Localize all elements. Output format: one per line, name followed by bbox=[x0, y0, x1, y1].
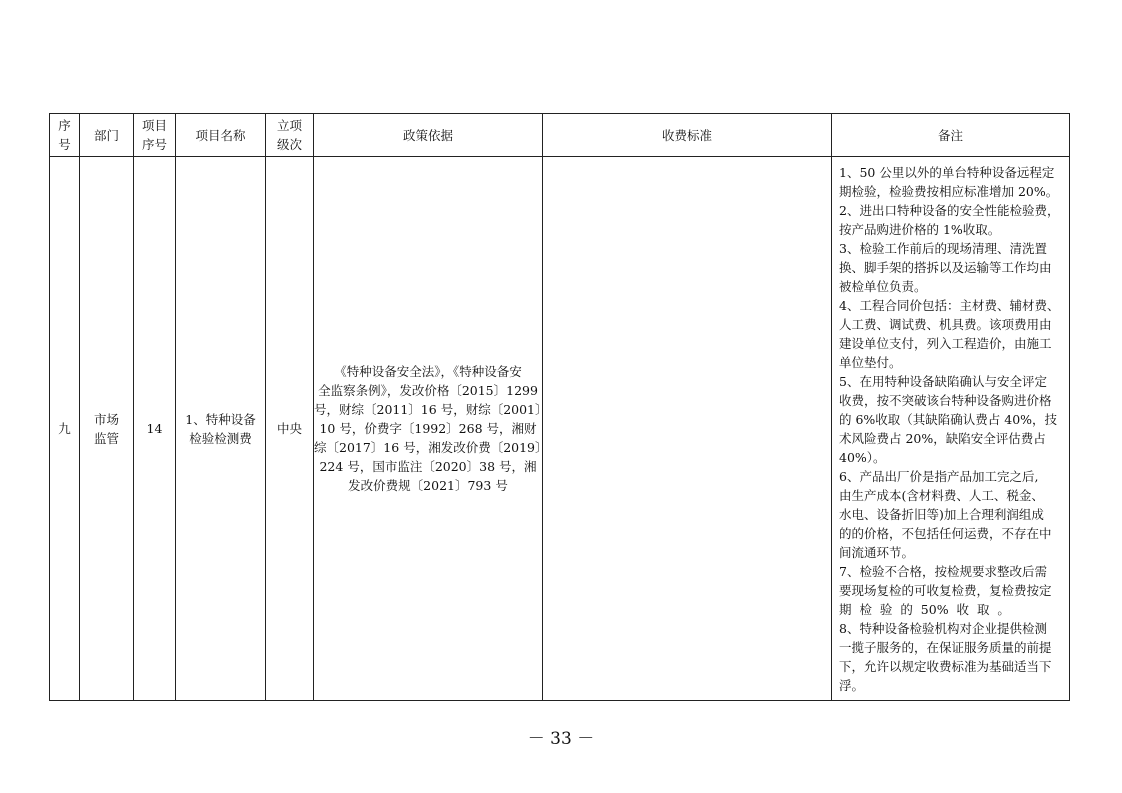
cell-seq: 九 bbox=[50, 157, 80, 701]
cell-item-name-line-2: 检验检测费 bbox=[189, 430, 252, 446]
table-row bbox=[50, 157, 1070, 701]
remark-line: 单位垫付。 bbox=[839, 355, 902, 370]
cell-level: 中央 bbox=[266, 157, 314, 701]
remark-line: 要现场复检的可收复检费，复检费按定 bbox=[839, 583, 1052, 598]
cell-item-name-line-1: 1、特种设备 bbox=[185, 411, 256, 427]
remark-line: 由生产成本(含材料费、人工、税金、 bbox=[839, 488, 1044, 503]
remark-line: 浮。 bbox=[839, 678, 865, 693]
header-item-seq-line-1: 项目 bbox=[141, 118, 167, 133]
policy-line: 全监察条例》，发改价格〔2015〕1299 bbox=[318, 383, 538, 398]
remark-line: 7、检验不合格，按检规要求整改后需 bbox=[839, 564, 1047, 579]
remark-line: 3、检验工作前后的现场清理、清洗置 bbox=[839, 241, 1047, 256]
remark-line: 40%）。 bbox=[839, 450, 886, 465]
remark-line: 期检验，检验费按相应标准增加 20%。 bbox=[839, 184, 1059, 199]
policy-line: 号，财综〔2011〕16 号，财综〔2001〕 bbox=[314, 402, 548, 417]
header-item-seq bbox=[134, 114, 176, 157]
remark-line: 按产品购进价格的 1%收取。 bbox=[839, 222, 1001, 237]
remark-line: 水电、设备折旧等)加上合理利润组成 bbox=[839, 507, 1044, 522]
header-level-line-2: 级次 bbox=[276, 137, 302, 152]
remark-line: 期 检 验 的 50% 收 取 。 bbox=[839, 602, 1010, 617]
header-department: 部门 bbox=[80, 114, 134, 157]
remark-line: 6、产品出厂价是指产品加工完之后, bbox=[839, 469, 1039, 484]
remark-line: 4、工程合同价包括：主材费、辅材费、 bbox=[839, 298, 1060, 313]
header-seq-line-2: 号 bbox=[58, 137, 71, 152]
remark-line: 收费，按不突破该台特种设备购进价格 bbox=[839, 393, 1052, 408]
policy-line: 224 号，国市监注〔2020〕38 号，湘 bbox=[319, 459, 537, 474]
remark-line: 被检单位负责。 bbox=[839, 279, 927, 294]
header-seq-line-1: 序 bbox=[58, 118, 71, 133]
cell-department-line-1: 市场 bbox=[93, 411, 119, 427]
cell-item-name bbox=[176, 157, 266, 701]
cell-department bbox=[80, 157, 134, 701]
remark-line: 的的价格，不包括任何运费，不存在中 bbox=[839, 526, 1052, 541]
policy-line: 综〔2017〕16 号，湘发改价费〔2019〕 bbox=[314, 440, 548, 455]
remark-line: 间流通环节。 bbox=[839, 545, 915, 560]
fee-table bbox=[49, 113, 1070, 701]
remark-line: 下，允许以规定收费标准为基础适当下 bbox=[839, 659, 1052, 674]
header-standard: 收费标准 bbox=[543, 114, 832, 157]
policy-line: 发改价费规〔2021〕793 号 bbox=[348, 478, 508, 493]
header-policy: 政策依据 bbox=[314, 114, 543, 157]
header-level bbox=[266, 114, 314, 157]
cell-standard bbox=[543, 157, 832, 701]
remark-line: 8、特种设备检验机构对企业提供检测 bbox=[839, 621, 1047, 636]
cell-remarks bbox=[832, 157, 1070, 701]
policy-line: 10 号，价费字〔1992〕268 号，湘财 bbox=[319, 421, 537, 436]
policy-line: 《特种设备安全法》，《特种设备安 bbox=[334, 364, 522, 379]
header-row bbox=[50, 114, 1070, 157]
remark-line: 5、在用特种设备缺陷确认与安全评定 bbox=[839, 374, 1047, 389]
header-level-line-1: 立项 bbox=[276, 118, 302, 133]
header-item-name: 项目名称 bbox=[176, 114, 266, 157]
page-number: － 33 － bbox=[527, 729, 595, 749]
remark-line: 1、50 公里以外的单台特种设备远程定 bbox=[839, 165, 1055, 180]
remark-line: 建设单位支付，列入工程造价，由施工 bbox=[839, 336, 1052, 351]
cell-department-line-2: 监管 bbox=[93, 430, 119, 446]
remark-line: 换、脚手架的搭拆以及运输等工作均由 bbox=[839, 260, 1052, 275]
remark-line: 术风险费占 20%，缺陷安全评估费占 bbox=[839, 431, 1046, 446]
remark-line: 的 6%收取（其缺陷确认费占 40%，技 bbox=[839, 412, 1058, 427]
cell-policy bbox=[314, 157, 548, 701]
remark-line: 人工费、调试费、机具费。该项费用由 bbox=[839, 317, 1052, 332]
remark-line: 2、进出口特种设备的安全性能检验费， bbox=[839, 203, 1060, 218]
header-remarks: 备注 bbox=[832, 114, 1070, 157]
remark-line: 一揽子服务的，在保证服务质量的前提 bbox=[839, 640, 1052, 655]
cell-item-seq: 14 bbox=[134, 157, 176, 701]
header-seq bbox=[50, 114, 80, 157]
header-item-seq-line-2: 序号 bbox=[141, 137, 167, 152]
